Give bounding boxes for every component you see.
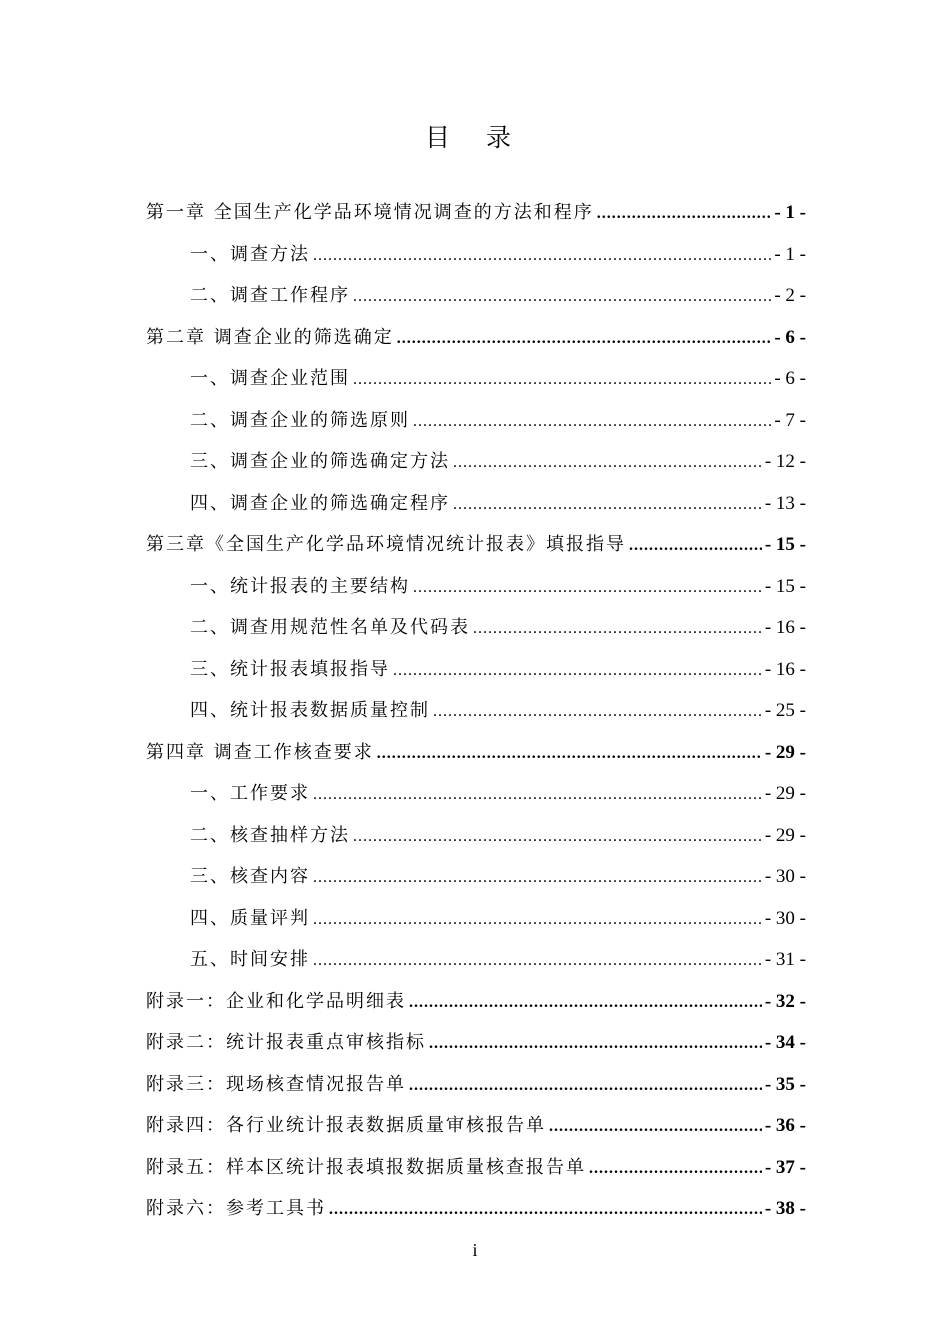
toc-section-entry[interactable]: [190, 483, 806, 525]
toc-section-entry[interactable]: [190, 400, 806, 442]
toc-entry-page: - 6 -: [774, 326, 806, 348]
dot-leader: [353, 816, 762, 858]
toc-entry-page: - 2 -: [774, 285, 806, 306]
toc-entry-page: - 7 -: [774, 409, 806, 431]
toc-entry-page: - 16 -: [764, 617, 806, 638]
dot-leader: [393, 650, 762, 692]
dot-leader: [313, 899, 762, 941]
toc-section-entry[interactable]: [190, 441, 806, 483]
dot-leader: [409, 1065, 762, 1107]
toc-chapter-entry[interactable]: [146, 732, 806, 774]
dot-leader: [549, 1106, 762, 1148]
dot-leader: [453, 484, 762, 526]
dot-leader: [429, 1023, 762, 1065]
toc-chapter-entry[interactable]: [146, 1064, 806, 1106]
toc-entry-page: - 36 -: [764, 1115, 806, 1136]
toc-entry-page: - 37 -: [764, 1156, 806, 1178]
toc-section-entry[interactable]: [190, 566, 806, 608]
toc-chapter-entry[interactable]: [146, 192, 806, 234]
dot-leader: [453, 442, 762, 484]
toc-entry-page: - 1 -: [774, 202, 806, 223]
toc-entry-label: 一、调查企业范围: [190, 368, 350, 389]
toc-entry-label: 第一章 全国生产化学品环境情况调查的方法和程序: [146, 202, 594, 223]
toc-entry-page: - 30 -: [764, 866, 806, 887]
toc-entry-label: 五、时间安排: [190, 949, 310, 970]
toc-entry-label: 二、核查抽样方法: [190, 824, 350, 846]
toc-entry-label: 附录五：样本区统计报表填报数据质量核查报告单: [146, 1156, 586, 1178]
dot-leader: [313, 774, 762, 816]
toc-chapter-entry[interactable]: [146, 1022, 806, 1064]
toc-entry-label: 四、调查企业的筛选确定程序: [190, 492, 450, 514]
toc-section-entry[interactable]: [190, 815, 806, 857]
toc-entry-page: - 29 -: [764, 741, 806, 763]
toc-entry-page: - 1 -: [774, 243, 806, 265]
toc-entry-label: 二、调查工作程序: [190, 285, 350, 306]
toc-entry-page: - 35 -: [764, 1073, 806, 1095]
page-number-footer: i: [472, 1240, 478, 1260]
toc-section-entry[interactable]: [190, 649, 806, 691]
toc-chapter-entry[interactable]: [146, 317, 806, 359]
toc-section-entry[interactable]: [190, 275, 806, 317]
toc-entry-label: 二、调查企业的筛选原则: [190, 409, 410, 431]
toc-entry-label: 附录四：各行业统计报表数据质量审核报告单: [146, 1115, 546, 1136]
toc-entry-page: - 29 -: [764, 824, 806, 846]
dot-leader: [313, 940, 762, 982]
toc-entry-page: - 38 -: [764, 1198, 806, 1219]
toc-section-entry[interactable]: [190, 690, 806, 732]
toc-entry-label: 第二章 调查企业的筛选确定: [146, 326, 394, 348]
toc-entry-page: - 29 -: [764, 783, 806, 804]
dot-leader: [473, 608, 762, 650]
toc-entry-label: 三、核查内容: [190, 866, 310, 887]
toc-section-entry[interactable]: [190, 234, 806, 276]
toc-entry-label: 四、质量评判: [190, 907, 310, 929]
toc-chapter-entry[interactable]: [146, 981, 806, 1023]
toc-entry-label: 一、统计报表的主要结构: [190, 575, 410, 597]
dot-leader: [397, 318, 772, 360]
toc-entry-label: 第三章《全国生产化学品环境情况统计报表》填报指导: [146, 534, 626, 555]
toc-entry-label: 第四章 调查工作核查要求: [146, 741, 374, 763]
toc-section-entry[interactable]: [190, 773, 806, 815]
toc-section-entry[interactable]: [190, 898, 806, 940]
toc-section-entry[interactable]: [190, 607, 806, 649]
toc-entry-label: 一、工作要求: [190, 783, 310, 804]
toc-chapter-entry[interactable]: [146, 1188, 806, 1230]
toc-entry-page: - 13 -: [764, 492, 806, 514]
dot-leader: [413, 567, 762, 609]
toc-entry-label: 附录三：现场核查情况报告单: [146, 1073, 406, 1095]
dot-leader: [629, 525, 762, 567]
toc-entry-label: 附录六：参考工具书: [146, 1198, 326, 1219]
toc-entry-page: - 34 -: [764, 1032, 806, 1053]
dot-leader: [413, 401, 771, 443]
page-title: 目 录: [425, 123, 525, 152]
toc-chapter-entry[interactable]: [146, 1147, 806, 1189]
dot-leader: [313, 857, 762, 899]
toc-entry-label: 附录二：统计报表重点审核指标: [146, 1032, 426, 1053]
dot-leader: [353, 276, 771, 318]
toc-entry-page: - 32 -: [764, 990, 806, 1012]
toc-section-entry[interactable]: [190, 358, 806, 400]
toc-entry-label: 二、调查用规范性名单及代码表: [190, 617, 470, 638]
toc-entry-label: 三、调查企业的筛选确定方法: [190, 451, 450, 472]
toc-section-entry[interactable]: [190, 939, 806, 981]
toc-entry-page: - 12 -: [764, 451, 806, 472]
toc-entry-page: - 15 -: [764, 534, 806, 555]
toc-entry-label: 一、调查方法: [190, 243, 310, 265]
toc-entry-page: - 30 -: [764, 907, 806, 929]
toc-chapter-entry[interactable]: [146, 1105, 806, 1147]
dot-leader: [313, 235, 771, 277]
dot-leader: [329, 1189, 762, 1231]
toc-entry-page: - 6 -: [774, 368, 806, 389]
dot-leader: [409, 982, 762, 1024]
toc-entry-page: - 31 -: [764, 949, 806, 970]
toc-entry-label: 四、统计报表数据质量控制: [190, 700, 430, 721]
toc-entry-page: - 16 -: [764, 658, 806, 680]
toc-chapter-entry[interactable]: [146, 524, 806, 566]
toc-section-entry[interactable]: [190, 856, 806, 898]
dot-leader: [353, 359, 771, 401]
dot-leader: [433, 691, 762, 733]
dot-leader: [597, 193, 772, 235]
toc-entry-label: 三、统计报表填报指导: [190, 658, 390, 680]
toc-entry-label: 附录一：企业和化学品明细表: [146, 990, 406, 1012]
toc-entry-page: - 15 -: [764, 575, 806, 597]
dot-leader: [377, 733, 762, 775]
toc-entry-page: - 25 -: [764, 700, 806, 721]
dot-leader: [589, 1148, 762, 1190]
